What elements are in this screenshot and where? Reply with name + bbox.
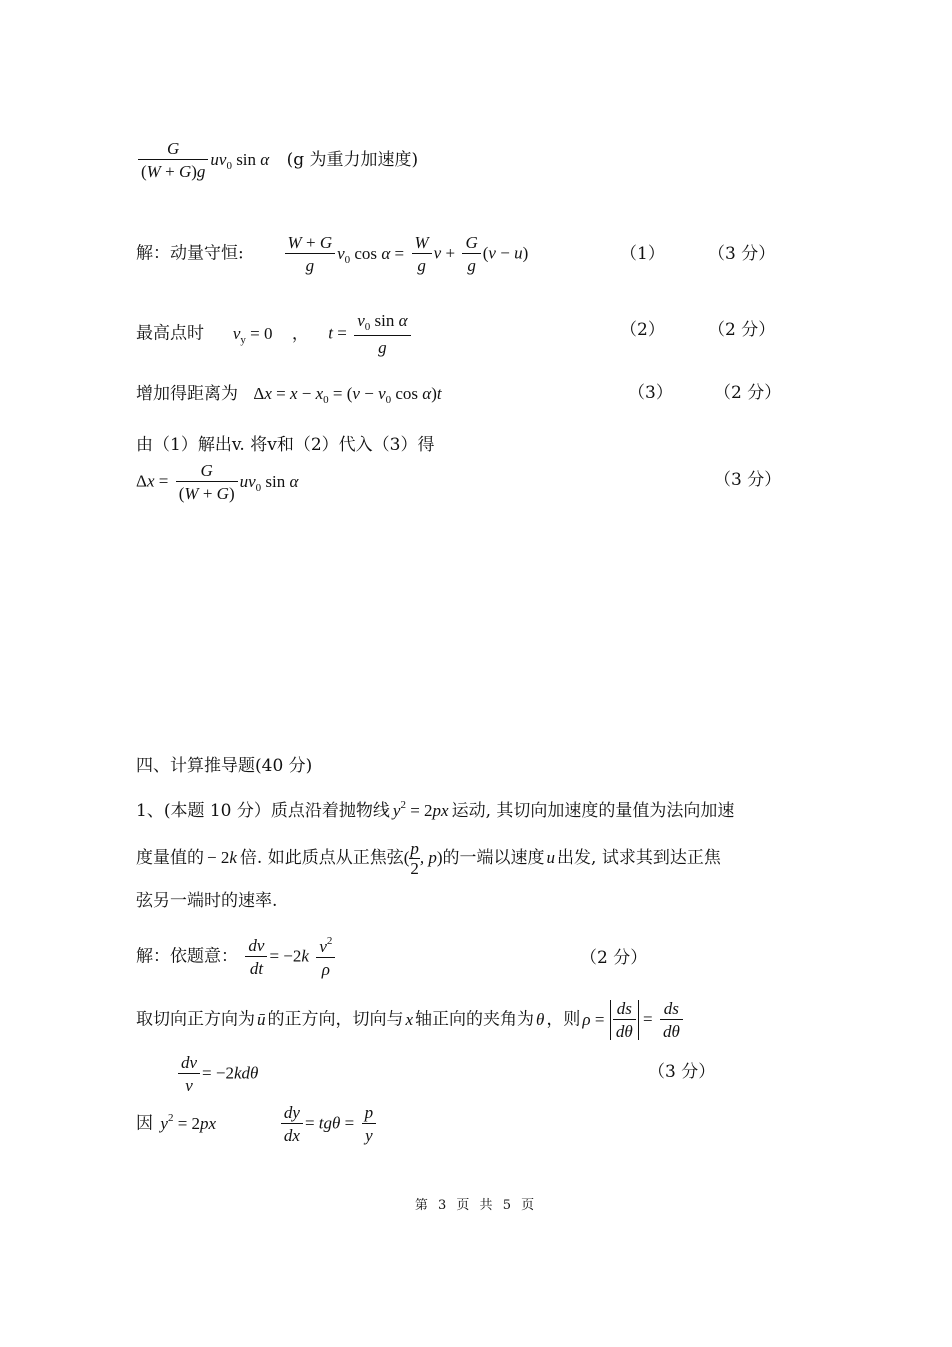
highest-label: 最高点时 [136,323,204,344]
comma: ， [291,323,309,344]
tangent-text-b: 的正方向，切向与 [267,1009,404,1030]
momentum-equation-line: 解：动量守恒: $\frac{W + G}{g}$ $v_0$ cos α = $\frac{W}{g}$ v + $\frac{G}{g}$ (v − u) [136,233,529,275]
because-label: 因 [136,1113,153,1134]
final-score: （3 分） [714,470,782,490]
sol1-score: （2 分） [580,948,648,968]
q1-line1: 1、(本题 10 分）质点沿着抛物线 $y^2 = 2px$ 运动, 其切向加速度的量值为法向加速 [136,799,735,821]
distance-line: 增加得距离为 $\Delta x = x - x_0 = (v - v_0$ cos α)t [136,384,442,406]
because-line: 因 $y^2 = 2px$ $\frac{dy}{dx}$ = tgθ = $\frac{p}{y}$ [136,1104,378,1144]
momentum-label: 解：动量守恒: [136,243,244,264]
eq2-number: （2） [620,320,665,340]
gravity-note: (g 为重力加速度) [286,149,419,170]
q1-text-b: 运动, 其切向加速度的量值为法向加速 [451,801,735,821]
eq3-score: （2 分） [714,383,782,403]
distance-label: 增加得距离为 [136,384,238,404]
eq3-number: （3） [628,383,673,403]
section4-heading: 四、计算推导题(40 分) [136,756,313,776]
q1-text-e: 的一端以速度 [442,848,545,868]
eq2-score: （2 分） [708,320,776,340]
q1-text-d: 倍. 如此质点从正焦弦 [239,848,404,868]
tangent-text-d: ，则 [546,1009,581,1030]
tangent-text-a: 取切向正方向为 [136,1009,255,1030]
q1-text-c: 度量值的 [136,848,204,868]
eq1-number: （1） [620,244,665,264]
q1-line2: 度量值的 − 2k 倍. 如此质点从正焦弦( $\frac{p}{2}$ , p)的一端以速度 u 出发, 试求其到达正焦 [136,839,721,878]
sol-label: 解：依题意： [136,946,238,967]
tangent-text-c: 轴正向的夹角为 [415,1009,535,1030]
final-answer-line: Δx = $\frac{G}{(W + G)}$ $uv_0$ sin α [136,461,299,503]
tangent-line: 取切向正方向为 ū 的正方向，切向与 x 轴正向的夹角为 θ ，则 ρ = $\frac{ds}{d\theta}$ = $\frac{ds}{d\theta}$ [136,1000,685,1040]
eq1-score: （3 分） [708,244,776,264]
sol-line2: $\frac{dv}{v}$ = −2kdθ [176,1054,258,1094]
q1-line3: 弦另一端时的速率. [136,891,278,911]
sol2-score: （3 分） [648,1062,716,1082]
answer-fraction: $\frac{G}{(W + G)g}$ [138,140,208,180]
q1-text-f: 出发, 试求其到达正焦 [557,848,721,868]
derive-text: 由（1）解出v. 将v和（2）代入（3）得 [136,435,435,455]
page-footer: 第 3 页 共 5 页 [414,1198,538,1213]
sol-line1: 解：依题意： $\frac{dv}{dt}$ = −2k $\frac{v^2}{\rho}$ [136,936,337,978]
previous-answer-line: $\frac{G}{(W + G)g}$ $uv_0$ sin α (g 为重力加速度) [136,140,418,180]
q1-text-a: 1、(本题 10 分）质点沿着抛物线 [136,801,390,821]
highest-point-line: 最高点时 $v_y = 0$ ， t = $\frac{v_0 \sin \alpha}{g}$ [136,312,413,356]
